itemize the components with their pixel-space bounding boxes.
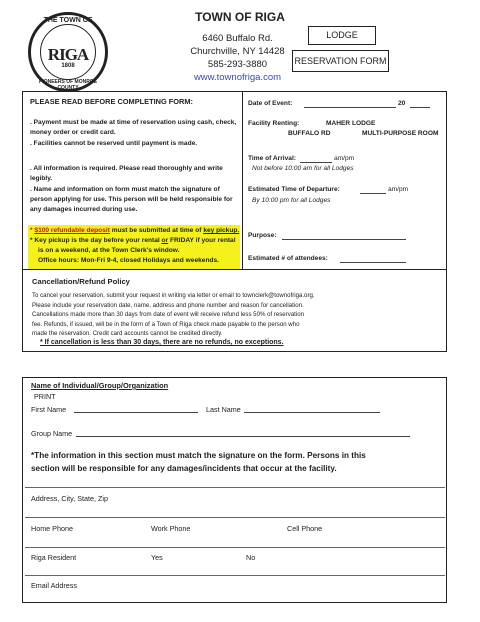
resident-no-option[interactable]: No xyxy=(246,553,256,562)
last-name-label: Last Name xyxy=(206,405,241,414)
home-phone-label[interactable]: Home Phone xyxy=(31,524,73,533)
work-phone-label[interactable]: Work Phone xyxy=(151,524,191,533)
page-title: TOWN OF RIGA xyxy=(195,10,285,24)
divider-1 xyxy=(25,487,445,488)
print-label: PRINT xyxy=(34,392,56,401)
key-pickup-note: * Key pickup is the day before your rental or FRIDAY if your rental xyxy=(30,237,236,244)
divider-3 xyxy=(25,547,445,548)
seal-top-text: THE TOWN OF xyxy=(43,17,93,24)
instruction-signature: . Name and information on form must match the signature of person applying for use. This person will be held responsible for any damages incurred during use. xyxy=(30,186,233,213)
instruction-reserve: . Facilities cannot be reserved until payment is made. xyxy=(30,140,198,147)
email-label[interactable]: Email Address xyxy=(31,581,77,590)
departure-unit: am/pm xyxy=(388,186,409,193)
address-label[interactable]: Address, City, State, Zip xyxy=(31,494,108,503)
first-name-label: First Name xyxy=(31,405,67,414)
group-name-field[interactable] xyxy=(76,428,410,437)
panel-divider xyxy=(242,91,243,270)
divider-2 xyxy=(25,517,445,518)
town-phone: 585-293-3880 xyxy=(207,59,268,70)
reservation-form-box: RESERVATION FORM xyxy=(292,50,389,72)
arrival-unit: am/pm xyxy=(334,155,355,162)
cancellation-text: To cancel your reservation, submit your request in writing via letter or email to townclerk@townofriga.org. Please include your reservation date, name, address and phone number and reason for cancellation. Cancellations made more than 30 days from date of event will receive refund less 50% of reservation fee. Refunds, if issued, will be in the form of a Town of Riga check made payable to the person who made the reservation. Credit card accounts cannot be credited directly. xyxy=(32,292,315,337)
seal-bottom-text: PIONEERS OF MONROE COUNTY xyxy=(38,79,98,91)
attendees-label: Estimated # of attendees: xyxy=(248,255,328,262)
town-seal xyxy=(28,12,108,92)
purpose-field[interactable] xyxy=(282,231,406,240)
facility-room: MULTI-PURPOSE ROOM xyxy=(362,130,439,137)
riga-resident-label: Riga Resident xyxy=(31,553,77,562)
divider-4 xyxy=(25,575,445,576)
responsibility-notice: *The information in this section must match the signature on the form. Persons in this section will be responsible for any damages/incidents that occur at the facility. xyxy=(31,451,366,473)
arrival-label: Time of Arrival: xyxy=(248,155,297,162)
date-of-event-field[interactable] xyxy=(304,99,396,108)
facility-label: Facility Renting: xyxy=(248,120,300,127)
facility-lodge: MAHER LODGE xyxy=(326,120,376,127)
facility-road: BUFFALO RD xyxy=(288,130,331,137)
arrival-field[interactable] xyxy=(300,154,332,163)
cell-phone-label[interactable]: Cell Phone xyxy=(287,524,323,533)
purpose-label: Purpose: xyxy=(248,232,277,239)
group-name-label: Group Name xyxy=(31,429,73,438)
no-refund-warning: * If cancellation is less than 30 days, there are no refunds, no exceptions. xyxy=(40,339,284,346)
last-name-field[interactable] xyxy=(244,404,380,413)
instructions-heading: PLEASE READ BEFORE COMPLETING FORM: xyxy=(30,97,194,106)
first-name-field[interactable] xyxy=(74,404,198,413)
instruction-payment: . Payment must be made at time of reservation using cash, check, money order or credit card. xyxy=(30,119,237,136)
lodge-box: LODGE xyxy=(308,26,376,45)
clerk-window-note: is on a weekend, at the Town Clerk's window. xyxy=(38,247,180,254)
applicant-heading: Name of Individual/Group/Organization xyxy=(31,381,169,390)
instruction-legibly: . All information is required. Please read thoroughly and write legibly. xyxy=(30,165,223,182)
address-line2: Churchville, NY 14428 xyxy=(190,46,285,57)
website-link[interactable]: www.townofriga.com xyxy=(193,72,282,83)
departure-note: By 10:00 pm for all Lodges xyxy=(252,197,331,204)
address-line1: 6460 Buffalo Rd. xyxy=(202,33,273,44)
date-year-field[interactable] xyxy=(410,99,430,108)
date-of-event-label: Date of Event: xyxy=(248,100,293,107)
deposit-note: * $100 refundable deposit must be submitted at time of key pickup. xyxy=(30,227,240,234)
arrival-note: Not before 10:00 am for all Lodges xyxy=(252,165,354,172)
seal-name: RIGA xyxy=(47,45,89,64)
office-hours-note: Office hours: Mon-Fri 9-4, closed Holidays and weekends. xyxy=(38,257,219,264)
cancellation-heading: Cancellation/Refund Policy xyxy=(32,277,130,286)
departure-field[interactable] xyxy=(360,185,386,194)
departure-label: Estimated Time of Departure: xyxy=(248,186,340,193)
resident-yes-option[interactable]: Yes xyxy=(151,553,163,562)
date-year: 20 xyxy=(398,100,406,107)
attendees-field[interactable] xyxy=(340,254,406,263)
seal-year: 1808 xyxy=(61,63,75,69)
